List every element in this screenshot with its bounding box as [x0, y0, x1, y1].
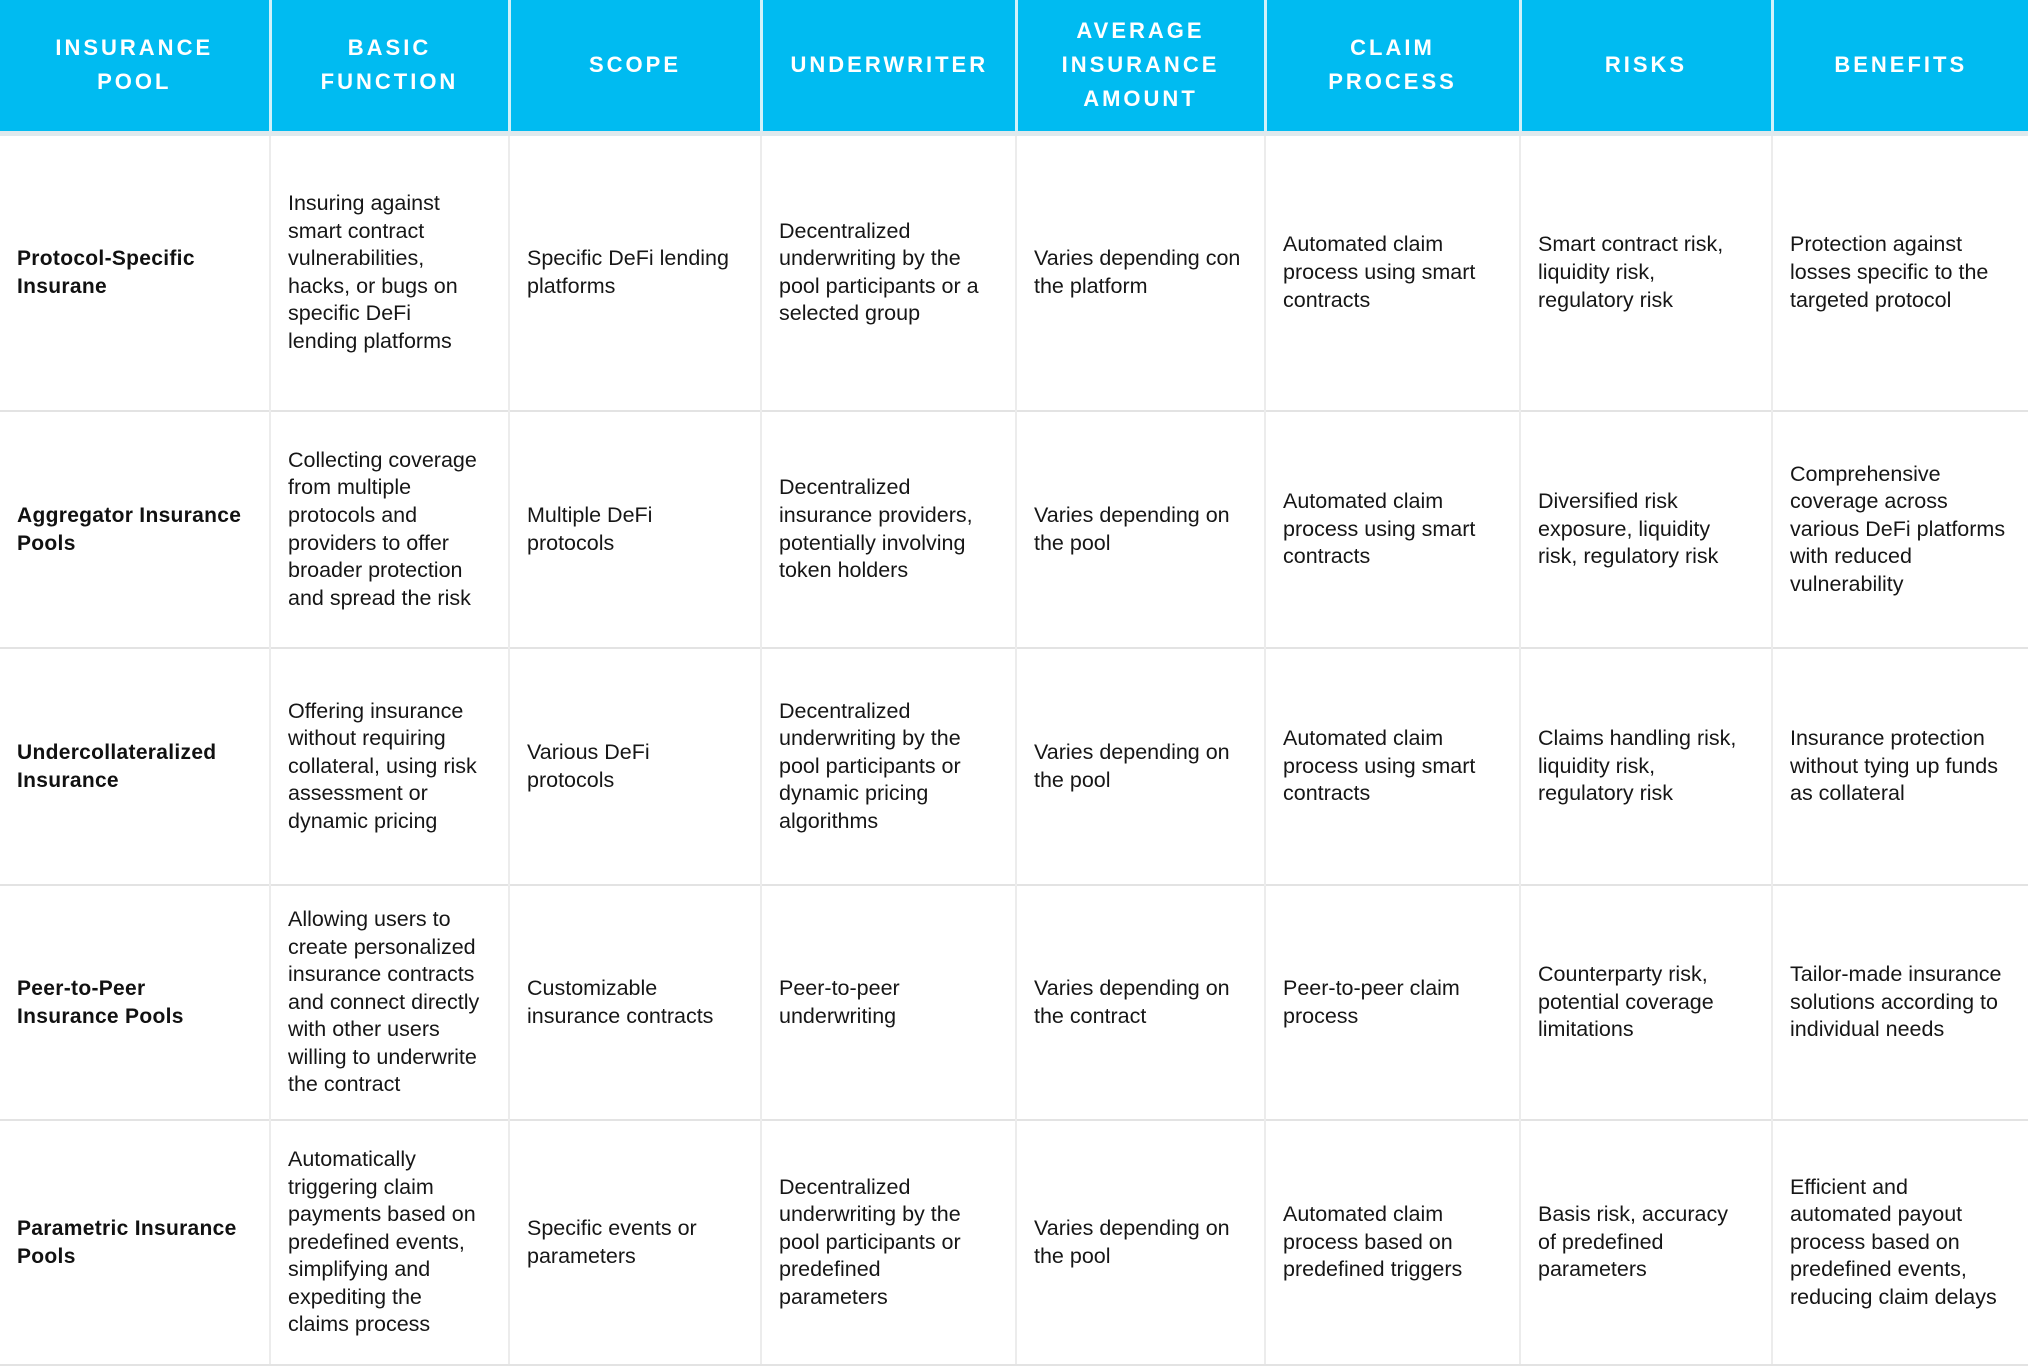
cell-scope: Multiple DeFi protocols	[509, 411, 761, 648]
column-header-underwriter: UNDERWRITER	[761, 0, 1016, 133]
table-row-peer-to-peer	[0, 885, 2028, 1120]
cell-risks: Claims handling risk, liquidity risk, regulatory risk	[1520, 648, 1772, 885]
cell-basic-function: Automatically triggering claim payments based on predefined events, simplifying and expediting the claims process	[270, 1120, 509, 1365]
cell-basic-function: Insuring against smart contract vulnerabilities, hacks, or bugs on specific DeFi lending platforms	[270, 133, 509, 411]
table-header	[0, 0, 2028, 133]
cell-risks: Smart contract risk, liquidity risk, regulatory risk	[1520, 133, 1772, 411]
cell-basic-function: Allowing users to create personalized insurance contracts and connect directly with other users willing to underwrite the contract	[270, 885, 509, 1120]
cell-underwriter: Decentralized underwriting by the pool participants or predefined parameters	[761, 1120, 1016, 1365]
cell-claim-process: Peer-to-peer claim process	[1265, 885, 1520, 1120]
column-header-basic-function: BASIC FUNCTION	[270, 0, 509, 133]
cell-risks: Basis risk, accuracy of predefined parameters	[1520, 1120, 1772, 1365]
cell-scope: Specific DeFi lending platforms	[509, 133, 761, 411]
cell-scope: Customizable insurance contracts	[509, 885, 761, 1120]
cell-benefits: Insurance protection without tying up funds as collateral	[1772, 648, 2028, 885]
cell-average-insurance-amount: Varies depending on the pool	[1016, 648, 1265, 885]
cell-underwriter: Decentralized underwriting by the pool participants or a selected group	[761, 133, 1016, 411]
cell-scope: Various DeFi protocols	[509, 648, 761, 885]
table-row-parametric	[0, 1120, 2028, 1365]
cell-underwriter: Decentralized underwriting by the pool participants or dynamic pricing algorithms	[761, 648, 1016, 885]
table-row-aggregator	[0, 411, 2028, 648]
cell-risks: Diversified risk exposure, liquidity risk, regulatory risk	[1520, 411, 1772, 648]
table-row-protocol-specific	[0, 133, 2028, 411]
cell-benefits: Protection against losses specific to the targeted protocol	[1772, 133, 2028, 411]
column-header-risks: RISKS	[1520, 0, 1772, 133]
cell-basic-function: Offering insurance without requiring collateral, using risk assessment or dynamic pricing	[270, 648, 509, 885]
table-row-undercollateralized	[0, 648, 2028, 885]
column-header-claim-process: CLAIM PROCESS	[1265, 0, 1520, 133]
cell-pool-name: Undercollateralized Insurance	[0, 648, 270, 885]
cell-claim-process: Automated claim process using smart contracts	[1265, 411, 1520, 648]
header-row	[0, 0, 2028, 133]
cell-claim-process: Automated claim process using smart contracts	[1265, 648, 1520, 885]
column-header-average-insurance-amount: AVERAGE INSURANCE AMOUNT	[1016, 0, 1265, 133]
table-body	[0, 133, 2028, 1365]
cell-risks: Counterparty risk, potential coverage limitations	[1520, 885, 1772, 1120]
column-header-benefits: BENEFITS	[1772, 0, 2028, 133]
cell-scope: Specific events or parameters	[509, 1120, 761, 1365]
cell-pool-name: Aggregator Insurance Pools	[0, 411, 270, 648]
column-header-scope: SCOPE	[509, 0, 761, 133]
cell-average-insurance-amount: Varies depending on the pool	[1016, 1120, 1265, 1365]
cell-average-insurance-amount: Varies depending on the contract	[1016, 885, 1265, 1120]
cell-benefits: Comprehensive coverage across various DeFi platforms with reduced vulnerability	[1772, 411, 2028, 648]
column-header-insurance-pool: INSURANCE POOL	[0, 0, 270, 133]
cell-pool-name: Parametric Insurance Pools	[0, 1120, 270, 1365]
cell-benefits: Tailor-made insurance solutions according to individual needs	[1772, 885, 2028, 1120]
cell-underwriter: Peer-to-peer underwriting	[761, 885, 1016, 1120]
cell-basic-function: Collecting coverage from multiple protocols and providers to offer broader protection and spread the risk	[270, 411, 509, 648]
cell-benefits: Efficient and automated payout process based on predefined events, reducing claim delays	[1772, 1120, 2028, 1365]
cell-pool-name: Protocol-Specific Insurane	[0, 133, 270, 411]
cell-average-insurance-amount: Varies depending on the pool	[1016, 411, 1265, 648]
cell-pool-name: Peer-to-Peer Insurance Pools	[0, 885, 270, 1120]
cell-average-insurance-amount: Varies depending con the platform	[1016, 133, 1265, 411]
cell-claim-process: Automated claim process using smart contracts	[1265, 133, 1520, 411]
cell-claim-process: Automated claim process based on predefined triggers	[1265, 1120, 1520, 1365]
cell-underwriter: Decentralized insurance providers, potentially involving token holders	[761, 411, 1016, 648]
